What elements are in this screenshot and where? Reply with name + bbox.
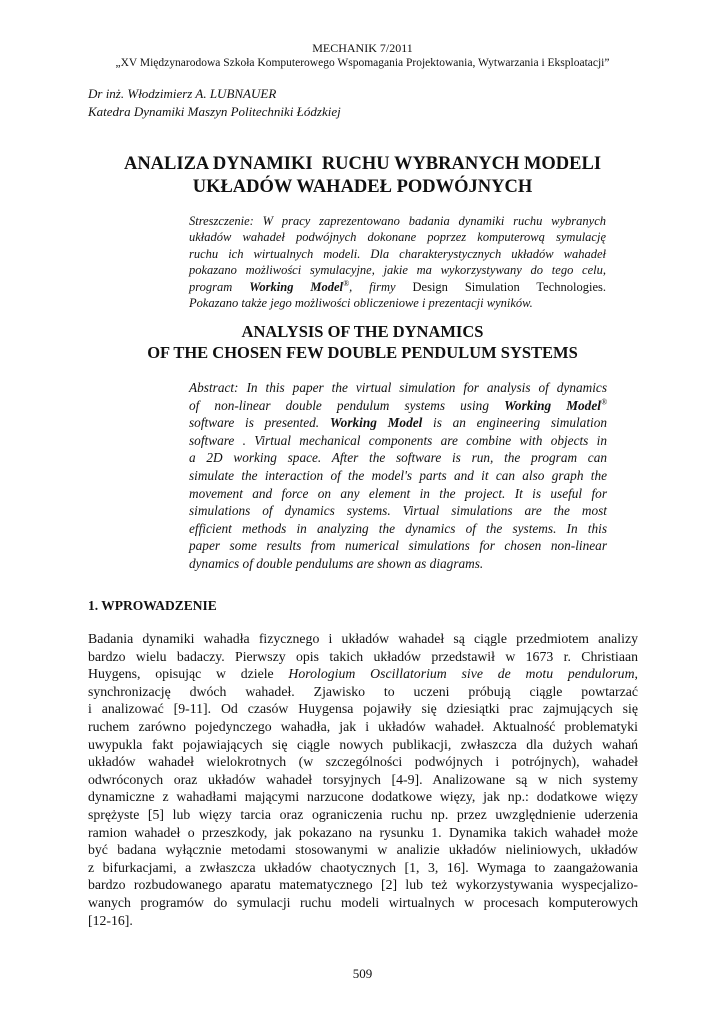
body-line: i analizować [9-11]. Od czasów Huygensa pojawiły się dziesiątki prac zajmujących się <box>88 701 638 717</box>
author-name: Dr inż. Włodzimierz A. LUBNAUER <box>88 86 277 101</box>
body-line: sprężyste [5] lub więzy tarcia oraz ograniczenia ruchu np. przez uwzględnienie uderzenia <box>88 806 638 822</box>
body-line: być badana wyłącznie metodami stosowanymi w analizie układów nieliniowych, układów <box>88 842 638 858</box>
body-line: dynamiczne z wahadłami mającymi narzucone dodatkowe więzy, jak np.: dodatkowe więzy <box>88 789 638 805</box>
abstract-english-line <box>189 414 607 432</box>
body-line: z bifurkacjami, a zwłaszcza układów chaotycznych [1, 3, 16]. Wymaga to zaangażowania <box>88 859 638 875</box>
title-polish-line-2: UKŁADÓW WAHADEŁ PODWÓJNYCH <box>192 177 533 197</box>
title-polish <box>80 153 645 199</box>
page-number: 509 <box>352 966 373 981</box>
conference-header: „XV Międzynarodowa Szkoła Komputerowego Wspomagania Projektowania, Wytwarzania i Eksploatacji” <box>115 57 610 69</box>
text-run: software is presented. <box>189 415 320 431</box>
body-line <box>88 665 638 683</box>
abstract-polish <box>189 213 606 311</box>
text-run: , firmy <box>349 279 396 294</box>
abstract-english <box>189 379 607 573</box>
text-run: is an engineering simulation <box>433 415 607 431</box>
abstract-english-line <box>189 397 607 415</box>
body-line: synchronizację dwóch wahadeł. Zjawisko to uczeni próbują ciągle powtarzać <box>88 683 638 699</box>
text-run: of non-linear double pendulum systems using <box>189 397 489 413</box>
abstract-english-line: movement and force on any element in the project. It is useful for <box>189 485 607 501</box>
text-run: program <box>189 279 233 294</box>
abstract-polish-line: Streszczenie: W pracy zaprezentowano badania dynamiki ruchu wybranych <box>189 214 606 228</box>
journal-header: MECHANIK 7/2011 <box>312 41 413 55</box>
text-run: Huygens, opisując w dziele <box>88 666 274 682</box>
cited-work-title: Horologium Oscillatorium sive de motu pendulorum <box>288 666 635 682</box>
software-name: Working Model <box>329 415 423 431</box>
author-affiliation: Katedra Dynamiki Maszyn Politechniki Łódzkiej <box>88 104 341 119</box>
body-line: bardzo wielu badaczy. Pierwszy opis takich układów przedstawił w 1673 r. Christiaan <box>88 648 638 664</box>
company-name: Design Simulation Technologies. <box>412 279 607 294</box>
body-line: uwypukla fakt pojawiających się ciągle nowych publikacji, zwłaszcza dla dużych wahań <box>88 736 638 752</box>
abstract-english-line: paper some results from numerical simulations for chosen non-linear <box>189 538 607 554</box>
registered-mark: ® <box>600 397 608 407</box>
abstract-english-line: Abstract: In this paper the virtual simulation for analysis of dynamics <box>189 380 607 395</box>
body-line: wanych programów do symulacji ruchu modeli wirtualnych w procesach komputerowych <box>88 894 638 910</box>
software-name: Working Model <box>504 397 601 413</box>
abstract-polish-line: Pokazano także jego możliwości obliczeniowe i prezentacji wyników. <box>189 296 533 311</box>
registered-mark: ® <box>343 278 350 288</box>
abstract-polish-line: ruchu ich wirtualnych modeli. Dla charakterystycznych układów wahadeł <box>189 246 606 261</box>
body-line: bardzo rozbudowanego aparatu matematycznego [2] lub też wykorzystywania wyspecjalizo- <box>88 877 638 893</box>
body-line: ruchem zarówno pojedynczego wahadła, jak i układów wahadeł. Aktualność problematyki <box>88 718 638 734</box>
author-block <box>88 85 341 121</box>
abstract-polish-line <box>189 279 606 295</box>
abstract-english-line: simulate the interaction of the model's parts and it can also graph the <box>189 467 607 483</box>
title-english <box>80 322 645 363</box>
abstract-polish-line: pokazano możliwości symulacyjne, jakie ma wykorzystywany do tego celu, <box>189 263 606 278</box>
body-line: ramion wahadeł o przeszkody, jak pokazano na rysunku 1. Dynamika takich wahadeł może <box>88 824 638 840</box>
software-name: Working Model <box>249 279 344 294</box>
body-line: odwróconych oraz układów wahadeł torsyjnych [4-9]. Analizowane są w nich systemy <box>88 771 638 787</box>
title-english-line-1: ANALYSIS OF THE DYNAMICS <box>241 322 484 341</box>
abstract-polish-line: układów wahadeł podwójnych dokonane poprzez komputerową symulację <box>189 230 606 245</box>
abstract-english-line: dynamics of double pendulums are shown as diagrams. <box>189 555 484 571</box>
title-english-line-2: OF THE CHOSEN FEW DOUBLE PENDULUM SYSTEMS <box>147 342 578 362</box>
section-heading: 1. WPROWADZENIE <box>88 598 217 613</box>
body-line: Badania dynamiki wahadła fizycznego i układów wahadeł są ciągle przedmiotem analizy <box>88 631 638 646</box>
body-line: układów wahadeł wielokrotnych (w szczególności podwójnych i potrójnych), wahadeł <box>88 754 638 770</box>
abstract-english-line: a 2D working space. After the software is run, the program can <box>189 450 607 466</box>
body-line: [12-16]. <box>88 912 133 928</box>
abstract-english-line: efficient methods in analyzing the dynamics of the systems. In this <box>189 520 607 536</box>
text-run: , <box>634 666 638 682</box>
section-body <box>88 630 638 929</box>
title-polish-line-1: ANALIZA DYNAMIKI RUCHU WYBRANYCH MODELI <box>123 154 602 174</box>
abstract-english-line: simulations of dynamics systems. Virtual simulations are the most <box>189 503 607 519</box>
abstract-english-line: software . Virtual mechanical components are combine with objects in <box>189 432 607 448</box>
